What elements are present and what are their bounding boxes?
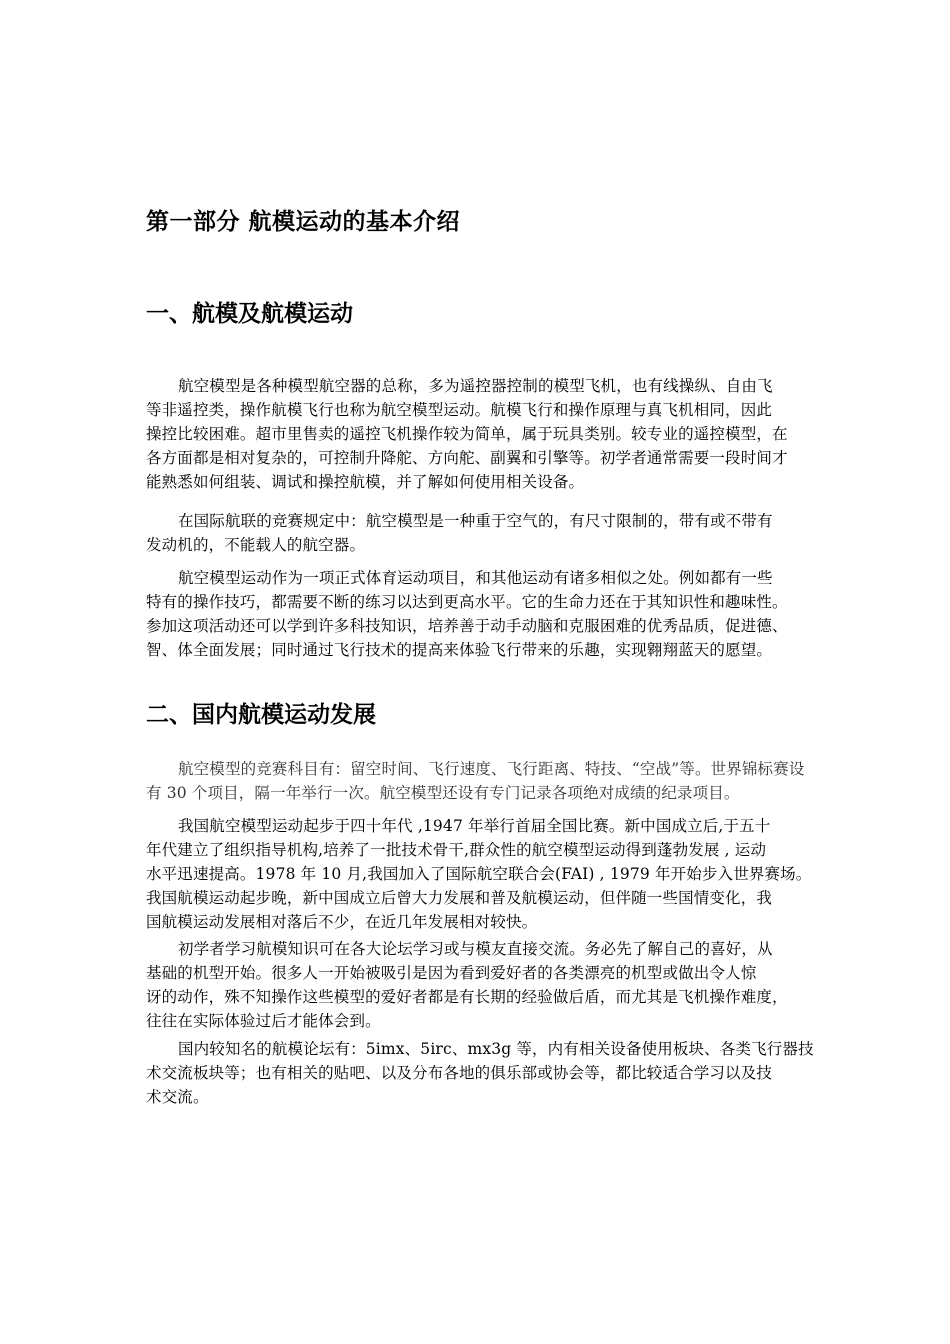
paragraph [146, 937, 816, 1033]
paragraph [146, 374, 816, 494]
text-line: 国内较知名的航模论坛有：5imx、5irc、mx3g 等，内有相关设备使用板块、各类飞行器技 [178, 1040, 814, 1058]
text-line: 我国航空模型运动起步于四十年代 ,1947 年举行首届全国比赛。新中国成立后,于五十 [178, 817, 771, 835]
text-line: 往往在实际体验过后才能体会到。 [146, 1012, 381, 1030]
paragraph [146, 509, 816, 557]
text-line: 操控比较困难。超市里售卖的遥控飞机操作较为简单，属于玩具类别。较专业的遥控模型，在 [146, 425, 788, 443]
text-line: 术交流。 [146, 1088, 209, 1106]
paragraph [146, 1037, 816, 1109]
text-line: 特有的操作技巧，都需要不断的练习以达到更高水平。它的生命力还在于其知识性和趣味性。 [146, 593, 788, 611]
text-line: 航空模型的竞赛科目有：留空时间、飞行速度、飞行距离、特技、“空战”等。世界锦标赛设 [178, 760, 805, 778]
text-line: 在国际航联的竞赛规定中：航空模型是一种重于空气的，有尺寸限制的，带有或不带有 [178, 512, 773, 530]
text-line: 术交流板块等；也有相关的贴吧、以及分布各地的俱乐部或协会等，都比较适合学习以及技 [146, 1064, 773, 1082]
paragraph [146, 566, 816, 662]
section-title-1: 一、航模及航模运动 [146, 301, 353, 327]
paragraph [146, 814, 816, 934]
text-line: 发动机的，不能载人的航空器。 [146, 536, 366, 554]
text-line: 各方面都是相对复杂的，可控制升降舵、方向舵、副翼和引擎等。初学者通常需要一段时间才 [146, 449, 788, 467]
text-line: 国航模运动发展相对落后不少，在近几年发展相对较快。 [146, 913, 538, 931]
text-line: 智、体全面发展；同时通过飞行技术的提高来体验飞行带来的乐趣，实现翱翔蓝天的愿望。 [146, 641, 773, 659]
section-title-2: 二、国内航模运动发展 [146, 702, 376, 728]
text-line: 水平迅速提高。1978 年 10 月,我国加入了国际航空联合会(FAI) , 1979 年开始步入世界赛场。 [146, 865, 812, 883]
text-line: 航空模型是各种模型航空器的总称，多为遥控器控制的模型飞机，也有线操纵、自由飞 [178, 377, 773, 395]
paragraph [146, 757, 816, 805]
text-line: 初学者学习航模知识可在各大论坛学习或与模友直接交流。务必先了解自己的喜好，从 [178, 940, 773, 958]
text-line: 年代建立了组织指导机构,培养了一批技术骨干,群众性的航空模型运动得到蓬勃发展 , 运动 [146, 841, 767, 859]
text-line: 基础的机型开始。很多人一开始被吸引是因为看到爱好者的各类漂亮的机型或做出令人惊 [146, 964, 757, 982]
text-line: 参加这项活动还可以学到许多科技知识，培养善于动手动脑和克服困难的优秀品质，促进德、 [146, 617, 788, 635]
text-line: 我国航模运动起步晚，新中国成立后曾大力发展和普及航模运动，但伴随一些国情变化，我 [146, 889, 773, 907]
part-title: 第一部分 航模运动的基本介绍 [146, 209, 461, 235]
text-line: 航空模型运动作为一项正式体育运动项目，和其他运动有诸多相似之处。例如都有一些 [178, 569, 773, 587]
text-line: 能熟悉如何组装、调试和操控航模，并了解如何使用相关设备。 [146, 473, 585, 491]
text-line: 讶的动作，殊不知操作这些模型的爱好者都是有长期的经验做后盾，而尤其是飞机操作难度， [146, 988, 788, 1006]
text-line: 有 30 个项目，隔一年举行一次。航空模型还设有专门记录各项绝对成绩的纪录项目。 [146, 784, 740, 802]
text-line: 等非遥控类，操作航模飞行也称为航空模型运动。航模飞行和操作原理与真飞机相同，因此 [146, 401, 773, 419]
